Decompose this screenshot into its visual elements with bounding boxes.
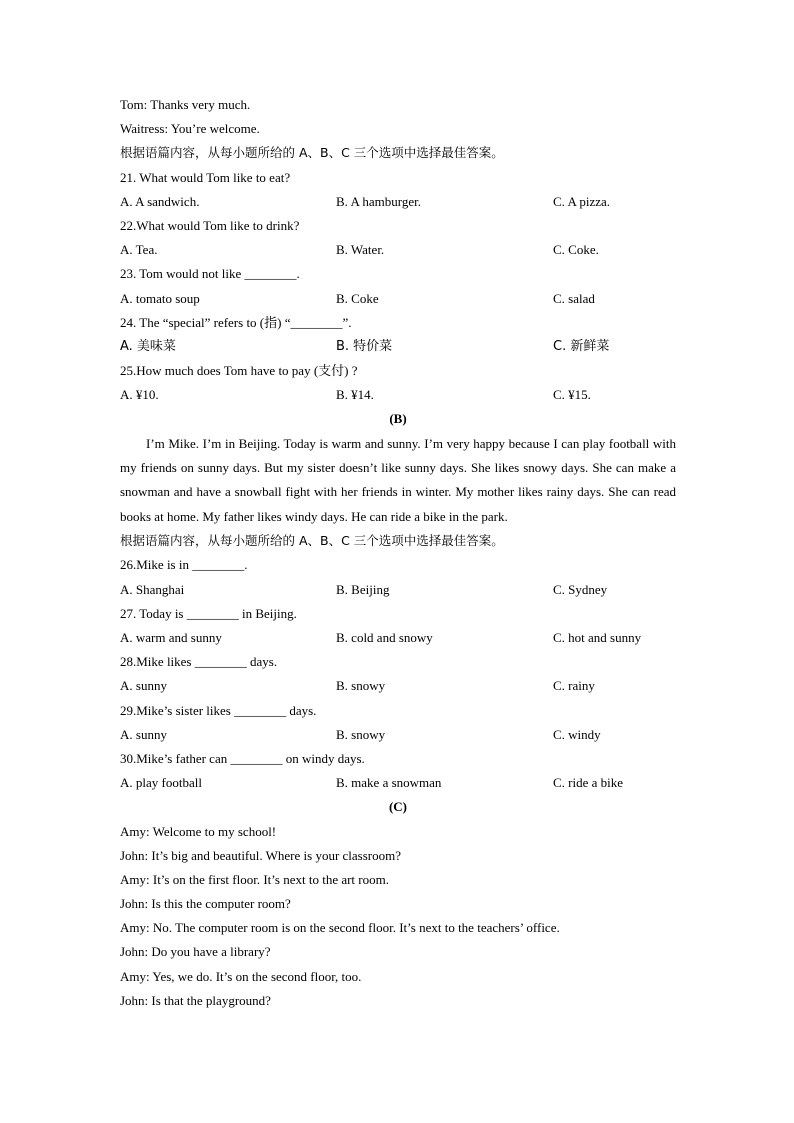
option-a: A. sunny (120, 678, 167, 694)
option-a: A. 美味菜 (120, 338, 176, 354)
option-b: B. snowy (336, 726, 386, 742)
question-text: 27. Today is ________ in Beijing. (120, 605, 297, 621)
option-b: B. cold and snowy (336, 630, 433, 645)
dialog-line: John: Is this the computer room? (120, 896, 291, 912)
option-b: B. Beijing (336, 581, 390, 597)
option-c: C. Sydney (553, 581, 608, 597)
question-block (120, 650, 676, 698)
option-b: B. 特价菜 (336, 338, 393, 354)
dialog-line: Tom: Thanks very much. (120, 97, 251, 112)
question-block (120, 262, 676, 310)
options-row (120, 578, 676, 602)
question-text: 28.Mike likes ________ days. (120, 654, 278, 670)
dialog-line: John: Is that the playground? (120, 992, 271, 1008)
options-row (120, 287, 676, 311)
option-b: B. ¥14. (336, 387, 374, 403)
option-c: C. A pizza. (553, 193, 611, 209)
question-block (120, 553, 676, 601)
options-row (120, 190, 676, 214)
instruction-text: 根据语篇内容，从每小题所给的 A、B、C 三个选项中选择最佳答案。 (120, 533, 504, 549)
options-row (120, 674, 676, 698)
question-text: 24. The “special” refers to (指) “________”. (120, 314, 352, 330)
option-a: A. A sandwich. (120, 193, 200, 209)
question-block (120, 747, 676, 795)
dialog-line: Amy: Welcome to my school! (120, 823, 277, 839)
option-a: A. ¥10. (120, 387, 159, 403)
option-b: B. make a snowman (336, 775, 442, 791)
options-row (120, 238, 676, 262)
options-row (120, 335, 676, 359)
question-block (120, 602, 676, 650)
worksheet-page (120, 93, 676, 1013)
option-a: A. tomato soup (120, 290, 200, 306)
section-heading-c: (C) (388, 799, 408, 815)
question-text: 21. What would Tom like to eat? (120, 169, 291, 185)
option-a: A. warm and sunny (120, 630, 222, 645)
question-block (120, 311, 676, 359)
option-c: C. rainy (553, 678, 595, 694)
options-row (120, 383, 676, 407)
options-row (120, 771, 676, 795)
dialog-line: Amy: No. The computer room is on the second floor. It’s next to the teachers’ office. (120, 920, 560, 936)
question-text: 26.Mike is in ________. (120, 557, 248, 573)
options-row (120, 723, 676, 747)
option-c: C. ¥15. (553, 387, 591, 403)
option-b: B. Coke (336, 290, 379, 306)
question-text: 23. Tom would not like ________. (120, 266, 300, 282)
question-text: 30.Mike’s father can ________ on windy days. (120, 750, 365, 766)
question-text: 25.How much does Tom have to pay (支付) ? (120, 363, 358, 379)
dialog-line: Amy: Yes, we do. It’s on the second floor, too. (120, 968, 362, 984)
question-text: 29.Mike’s sister likes ________ days. (120, 702, 317, 718)
dialog-line: John: Do you have a library? (120, 944, 271, 960)
instruction-text: 根据语篇内容，从每小题所给的 A、B、C 三个选项中选择最佳答案。 (120, 145, 504, 161)
question-block (120, 166, 676, 214)
option-a: A. Tea. (120, 242, 158, 258)
section-heading-b: (B) (389, 411, 407, 427)
question-block (120, 359, 676, 407)
option-c: C. hot and sunny (553, 630, 642, 645)
option-a: A. sunny (120, 726, 167, 742)
option-b: B. A hamburger. (336, 193, 421, 209)
question-block (120, 699, 676, 747)
dialog-line: Amy: It’s on the first floor. It’s next to the art room. (120, 871, 389, 887)
question-text: 22.What would Tom like to drink? (120, 217, 300, 233)
reading-passage: I’m Mike. I’m in Beijing. Today is warm and sunny. I’m very happy because I can play football with my friends on sunny days. But my sister doesn’t like sunny days. She likes snowy days. She can make a snowman and have a snowball fight with her friends in winter. My mother likes rainy days. She can read books at home. My father likes windy days. He can ride a bike in the park. (120, 435, 676, 524)
options-row (120, 626, 676, 650)
dialog-line: John: It’s big and beautiful. Where is your classroom? (120, 847, 402, 863)
option-c: C. ride a bike (553, 775, 624, 791)
option-b: B. Water. (336, 242, 385, 258)
option-a: A. play football (120, 775, 202, 791)
option-a: A. Shanghai (120, 581, 185, 597)
option-c: C. Coke. (553, 242, 599, 258)
option-c: C. windy (553, 726, 601, 742)
option-b: B. snowy (336, 678, 386, 694)
dialog-line: Waitress: You’re welcome. (120, 121, 260, 137)
question-block (120, 214, 676, 262)
option-c: C. 新鲜菜 (553, 338, 610, 354)
option-c: C. salad (553, 290, 595, 306)
